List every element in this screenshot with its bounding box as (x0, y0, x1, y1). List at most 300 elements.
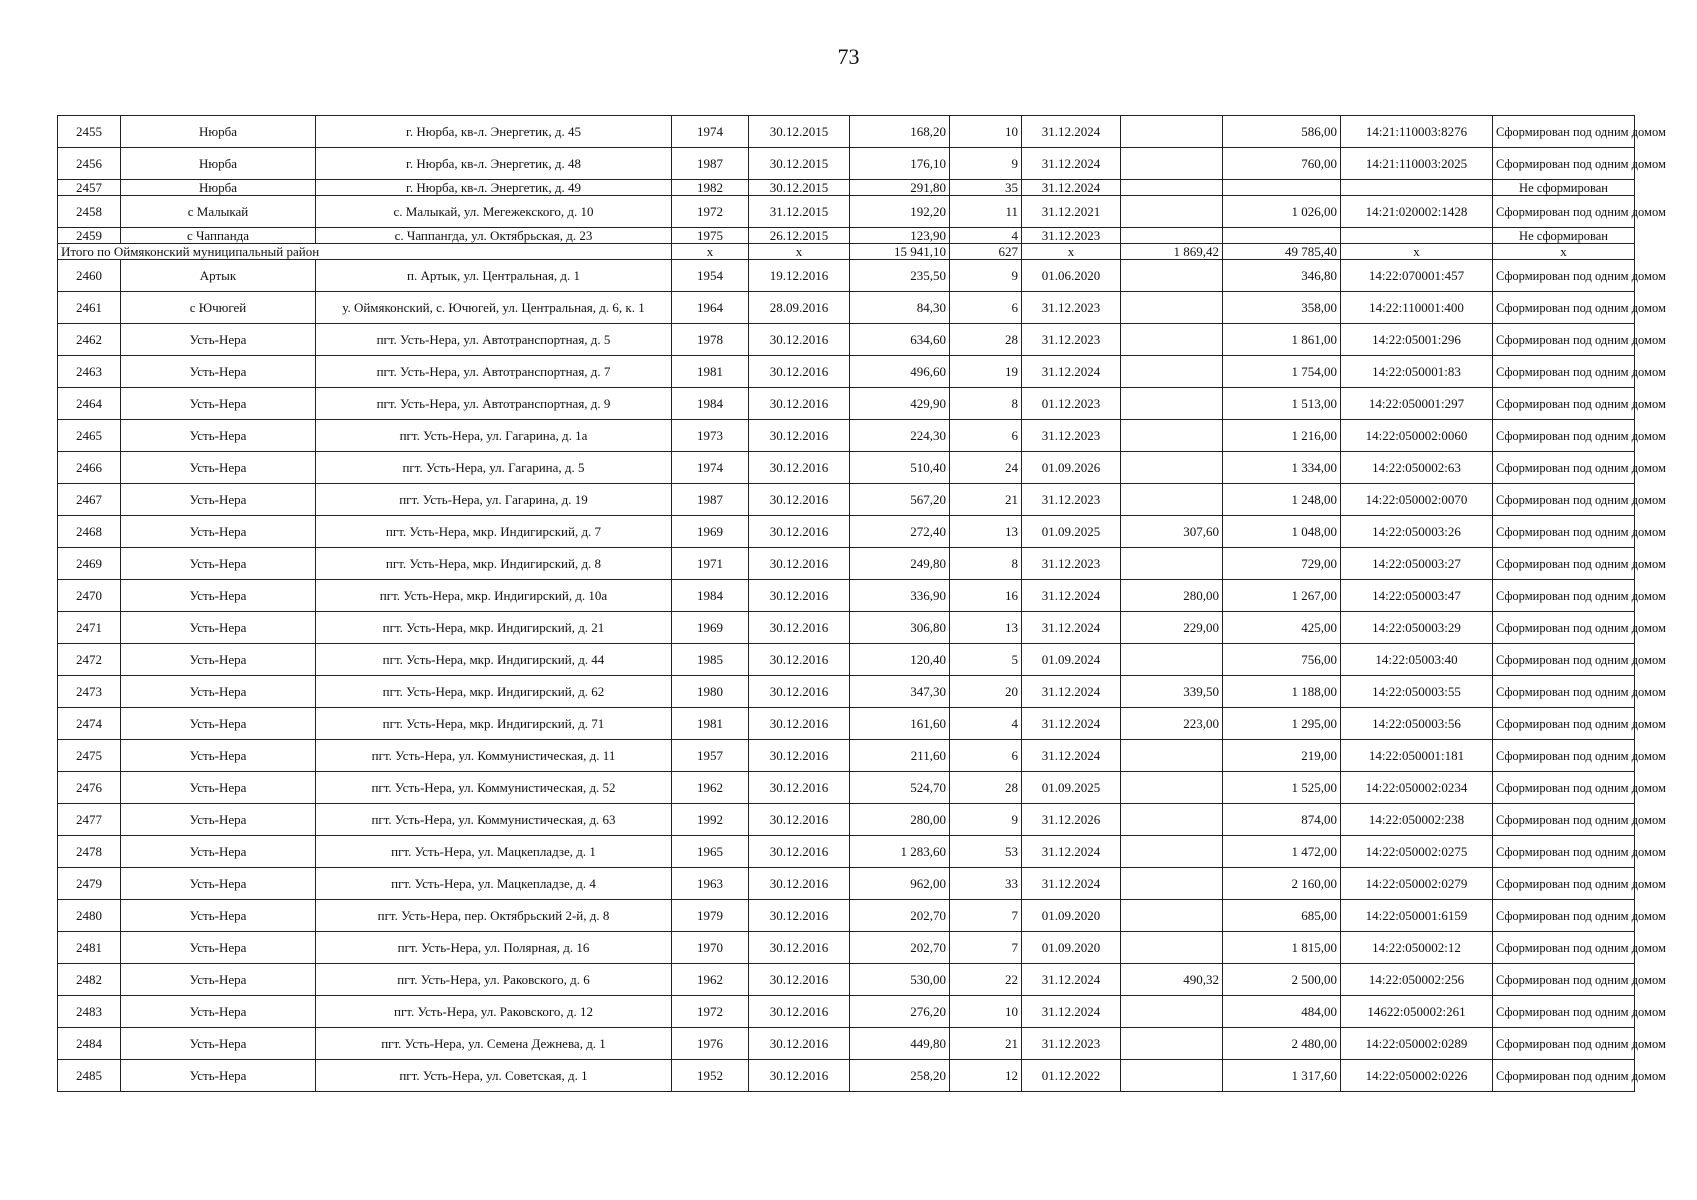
cell-locality: Усть-Нера (121, 740, 316, 772)
cell-address: пгт. Усть-Нера, ул. Семена Дежнева, д. 1 (316, 1028, 672, 1060)
cell-area-2 (1121, 148, 1223, 180)
cell-number: 2482 (58, 964, 121, 996)
cell-deadline: 31.12.2021 (1022, 196, 1121, 228)
cell-land-area: 1 472,00 (1223, 836, 1341, 868)
table-row (58, 772, 1635, 804)
cell-status: Сформирован под одним домом (1493, 900, 1635, 932)
cell-area-2 (1121, 260, 1223, 292)
cell-area: 496,60 (850, 356, 950, 388)
cell-area-2: 1 869,42 (1121, 244, 1223, 260)
cell-status: Сформирован под одним домом (1493, 452, 1635, 484)
cell-residents: 7 (950, 932, 1022, 964)
cell-status: Сформирован под одним домом (1493, 836, 1635, 868)
cell-area-2 (1121, 484, 1223, 516)
cell-land-area: 756,00 (1223, 644, 1341, 676)
cell-deadline: 31.12.2024 (1022, 676, 1121, 708)
cell-area-2: 223,00 (1121, 708, 1223, 740)
cell-locality: Усть-Нера (121, 708, 316, 740)
cell-residents: 28 (950, 772, 1022, 804)
cell-area: 168,20 (850, 116, 950, 148)
cell-locality: Усть-Нера (121, 420, 316, 452)
cell-area: 235,50 (850, 260, 950, 292)
cell-locality: Нюрба (121, 180, 316, 196)
cell-area: 1 283,60 (850, 836, 950, 868)
cell-locality: Усть-Нера (121, 996, 316, 1028)
cell-residents: 13 (950, 516, 1022, 548)
cell-area: 962,00 (850, 868, 950, 900)
cell-area-2 (1121, 996, 1223, 1028)
cell-status: Сформирован под одним домом (1493, 148, 1635, 180)
cell-date: 30.12.2016 (749, 644, 850, 676)
cell-address: пгт. Усть-Нера, мкр. Индигирский, д. 62 (316, 676, 672, 708)
table-row (58, 516, 1635, 548)
table-row (58, 420, 1635, 452)
cell-cadastral: 14:21:110003:2025 (1341, 148, 1493, 180)
cell-number: 2463 (58, 356, 121, 388)
cell-status: Сформирован под одним домом (1493, 388, 1635, 420)
cell-date: 30.12.2016 (749, 868, 850, 900)
cell-number: 2476 (58, 772, 121, 804)
cell-area-2 (1121, 836, 1223, 868)
cell-address: пгт. Усть-Нера, ул. Полярная, д. 16 (316, 932, 672, 964)
table-row (58, 740, 1635, 772)
table-row (58, 228, 1635, 244)
cell-area: 202,70 (850, 900, 950, 932)
register-table (57, 115, 1666, 1092)
cell-residents: 9 (950, 148, 1022, 180)
cell-locality: Усть-Нера (121, 676, 316, 708)
table-row (58, 932, 1635, 964)
cell-year: 1952 (672, 1060, 749, 1092)
cell-number: 2466 (58, 452, 121, 484)
cell-deadline: 01.09.2025 (1022, 772, 1121, 804)
cell-area-2 (1121, 228, 1223, 244)
cell-status: Сформирован под одним домом (1493, 1028, 1635, 1060)
cell-number: 2471 (58, 612, 121, 644)
cell-area-2 (1121, 1060, 1223, 1092)
cell-locality: Усть-Нера (121, 772, 316, 804)
cell-area-2: 490,32 (1121, 964, 1223, 996)
cell-locality: Усть-Нера (121, 1028, 316, 1060)
cell-land-area: 1 216,00 (1223, 420, 1341, 452)
cell-residents: 28 (950, 324, 1022, 356)
cell-date: 26.12.2015 (749, 228, 850, 244)
cell-area-2 (1121, 356, 1223, 388)
cell-number: 2458 (58, 196, 121, 228)
cell-cadastral: 14:22:050003:26 (1341, 516, 1493, 548)
cell-land-area (1223, 228, 1341, 244)
cell-area: 192,20 (850, 196, 950, 228)
cell-address: г. Нюрба, кв-л. Энергетик, д. 48 (316, 148, 672, 180)
cell-number: 2479 (58, 868, 121, 900)
cell-number: 2475 (58, 740, 121, 772)
cell-address: пгт. Усть-Нера, мкр. Индигирский, д. 10а (316, 580, 672, 612)
cell-status: Не сформирован (1493, 228, 1635, 244)
cell-area-2 (1121, 116, 1223, 148)
cell-year: 1974 (672, 116, 749, 148)
cell-year: 1972 (672, 196, 749, 228)
cell-land-area: 1 754,00 (1223, 356, 1341, 388)
cell-year: x (672, 244, 749, 260)
table-row (58, 148, 1635, 180)
cell-status: Сформирован под одним домом (1493, 740, 1635, 772)
cell-date: 30.12.2016 (749, 548, 850, 580)
cell-locality: Усть-Нера (121, 324, 316, 356)
cell-address: пгт. Усть-Нера, ул. Советская, д. 1 (316, 1060, 672, 1092)
cell-cadastral: 14:22:050002:63 (1341, 452, 1493, 484)
table-row (58, 260, 1635, 292)
cell-land-area: 586,00 (1223, 116, 1341, 148)
cell-year: 1971 (672, 548, 749, 580)
cell-address: п. Артык, ул. Центральная, д. 1 (316, 260, 672, 292)
cell-status: Сформирован под одним домом (1493, 260, 1635, 292)
cell-locality: Нюрба (121, 148, 316, 180)
table-row (58, 708, 1635, 740)
cell-year: 1985 (672, 644, 749, 676)
cell-address: пгт. Усть-Нера, ул. Коммунистическая, д. 63 (316, 804, 672, 836)
cell-cadastral: 14:22:05003:40 (1341, 644, 1493, 676)
cell-deadline: x (1022, 244, 1121, 260)
cell-deadline: 31.12.2024 (1022, 836, 1121, 868)
cell-land-area: 1 525,00 (1223, 772, 1341, 804)
cell-address: пгт. Усть-Нера, ул. Гагарина, д. 1а (316, 420, 672, 452)
cell-area-2 (1121, 548, 1223, 580)
cell-deadline: 31.12.2023 (1022, 420, 1121, 452)
cell-number: 2467 (58, 484, 121, 516)
table-row (58, 964, 1635, 996)
cell-locality: Усть-Нера (121, 612, 316, 644)
cell-deadline: 31.12.2024 (1022, 612, 1121, 644)
cell-area: 280,00 (850, 804, 950, 836)
cell-land-area: 346,80 (1223, 260, 1341, 292)
cell-number: 2459 (58, 228, 121, 244)
cell-number: 2473 (58, 676, 121, 708)
cell-deadline: 01.12.2022 (1022, 1060, 1121, 1092)
cell-cadastral: 14:22:050002:0279 (1341, 868, 1493, 900)
cell-status: Сформирован под одним домом (1493, 580, 1635, 612)
cell-locality: Усть-Нера (121, 388, 316, 420)
cell-year: 1984 (672, 580, 749, 612)
cell-year: 1987 (672, 148, 749, 180)
cell-area: 84,30 (850, 292, 950, 324)
table-row (58, 196, 1635, 228)
cell-number: 2484 (58, 1028, 121, 1060)
cell-year: 1963 (672, 868, 749, 900)
cell-residents: 8 (950, 388, 1022, 420)
cell-area-2 (1121, 932, 1223, 964)
cell-status: Не сформирован (1493, 180, 1635, 196)
cell-locality: Артык (121, 260, 316, 292)
cell-date: 19.12.2016 (749, 260, 850, 292)
cell-cadastral: 14:22:050002:0275 (1341, 836, 1493, 868)
cell-area-2: 280,00 (1121, 580, 1223, 612)
cell-status: Сформирован под одним домом (1493, 932, 1635, 964)
cell-cadastral: x (1341, 244, 1493, 260)
cell-date: 30.12.2016 (749, 772, 850, 804)
cell-date: 30.12.2015 (749, 116, 850, 148)
cell-residents: 33 (950, 868, 1022, 900)
cell-year: 1984 (672, 388, 749, 420)
cell-locality: Усть-Нера (121, 644, 316, 676)
table-row (58, 548, 1635, 580)
cell-land-area: 1 267,00 (1223, 580, 1341, 612)
cell-date: 30.12.2016 (749, 516, 850, 548)
cell-year: 1969 (672, 516, 749, 548)
cell-locality: Усть-Нера (121, 964, 316, 996)
cell-cadastral: 14:22:050002:0226 (1341, 1060, 1493, 1092)
cell-status: Сформирован под одним домом (1493, 196, 1635, 228)
total-row (58, 244, 1635, 260)
cell-cadastral (1341, 228, 1493, 244)
cell-area: 634,60 (850, 324, 950, 356)
cell-cadastral: 14:22:050003:47 (1341, 580, 1493, 612)
cell-residents: 20 (950, 676, 1022, 708)
cell-area: 291,80 (850, 180, 950, 196)
cell-area-2 (1121, 644, 1223, 676)
cell-deadline: 31.12.2024 (1022, 708, 1121, 740)
cell-land-area: 219,00 (1223, 740, 1341, 772)
cell-residents: 19 (950, 356, 1022, 388)
cell-address: у. Оймяконский, с. Ючюгей, ул. Центральная, д. 6, к. 1 (316, 292, 672, 324)
cell-area: 276,20 (850, 996, 950, 1028)
cell-status: Сформирован под одним домом (1493, 772, 1635, 804)
cell-residents: 6 (950, 420, 1022, 452)
cell-cadastral: 14:22:050003:55 (1341, 676, 1493, 708)
cell-cadastral (1341, 180, 1493, 196)
cell-date: 30.12.2016 (749, 388, 850, 420)
cell-address: пгт. Усть-Нера, ул. Гагарина, д. 5 (316, 452, 672, 484)
cell-locality: Усть-Нера (121, 356, 316, 388)
cell-deadline: 31.12.2023 (1022, 292, 1121, 324)
cell-address: с. Чаппангда, ул. Октябрьская, д. 23 (316, 228, 672, 244)
cell-cadastral: 14:22:050002:238 (1341, 804, 1493, 836)
cell-address: пгт. Усть-Нера, ул. Раковского, д. 12 (316, 996, 672, 1028)
cell-deadline: 01.06.2020 (1022, 260, 1121, 292)
cell-area-2 (1121, 740, 1223, 772)
cell-area: 429,90 (850, 388, 950, 420)
cell-area-2 (1121, 388, 1223, 420)
cell-date: 28.09.2016 (749, 292, 850, 324)
cell-date: 30.12.2016 (749, 900, 850, 932)
cell-cadastral: 14:22:050003:29 (1341, 612, 1493, 644)
cell-land-area: 874,00 (1223, 804, 1341, 836)
cell-date: 30.12.2016 (749, 1060, 850, 1092)
table-row (58, 612, 1635, 644)
cell-year: 1970 (672, 932, 749, 964)
cell-cadastral: 14:22:050002:0070 (1341, 484, 1493, 516)
cell-year: 1962 (672, 772, 749, 804)
cell-year: 1981 (672, 708, 749, 740)
cell-year: 1975 (672, 228, 749, 244)
table-row (58, 452, 1635, 484)
cell-number: 2469 (58, 548, 121, 580)
cell-deadline: 31.12.2023 (1022, 548, 1121, 580)
cell-residents: 13 (950, 612, 1022, 644)
cell-deadline: 31.12.2026 (1022, 804, 1121, 836)
cell-deadline: 31.12.2024 (1022, 180, 1121, 196)
cell-status: x (1493, 244, 1635, 260)
table-row (58, 1028, 1635, 1060)
cell-year: 1973 (672, 420, 749, 452)
cell-date: 30.12.2016 (749, 676, 850, 708)
cell-deadline: 31.12.2024 (1022, 356, 1121, 388)
cell-year: 1965 (672, 836, 749, 868)
cell-date: 30.12.2016 (749, 996, 850, 1028)
cell-date: 31.12.2015 (749, 196, 850, 228)
cell-land-area: 2 480,00 (1223, 1028, 1341, 1060)
cell-locality: Усть-Нера (121, 1060, 316, 1092)
cell-status: Сформирован под одним домом (1493, 516, 1635, 548)
cell-address: пгт. Усть-Нера, ул. Мацкепладзе, д. 1 (316, 836, 672, 868)
cell-residents: 16 (950, 580, 1022, 612)
cell-deadline: 01.09.2020 (1022, 900, 1121, 932)
cell-residents: 10 (950, 116, 1022, 148)
cell-land-area: 1 248,00 (1223, 484, 1341, 516)
cell-land-area: 1 026,00 (1223, 196, 1341, 228)
cell-cadastral: 14:21:020002:1428 (1341, 196, 1493, 228)
cell-address: пгт. Усть-Нера, ул. Раковского, д. 6 (316, 964, 672, 996)
cell-area-2 (1121, 868, 1223, 900)
cell-status: Сформирован под одним домом (1493, 548, 1635, 580)
cell-address: пгт. Усть-Нера, мкр. Индигирский, д. 44 (316, 644, 672, 676)
cell-residents: 6 (950, 292, 1022, 324)
table-row (58, 1060, 1635, 1092)
cell-year: 1978 (672, 324, 749, 356)
cell-area: 161,60 (850, 708, 950, 740)
cell-deadline: 01.12.2023 (1022, 388, 1121, 420)
cell-cadastral: 14:22:050003:27 (1341, 548, 1493, 580)
cell-residents: 4 (950, 228, 1022, 244)
cell-status: Сформирован под одним домом (1493, 1060, 1635, 1092)
table-row (58, 484, 1635, 516)
cell-deadline: 31.12.2024 (1022, 740, 1121, 772)
cell-residents: 9 (950, 804, 1022, 836)
table-row (58, 644, 1635, 676)
table-row (58, 356, 1635, 388)
cell-status: Сформирован под одним домом (1493, 612, 1635, 644)
cell-land-area: 1 513,00 (1223, 388, 1341, 420)
cell-status: Сформирован под одним домом (1493, 708, 1635, 740)
cell-address: г. Нюрба, кв-л. Энергетик, д. 45 (316, 116, 672, 148)
cell-area: 123,90 (850, 228, 950, 244)
cell-area: 258,20 (850, 1060, 950, 1092)
cell-date: 30.12.2016 (749, 356, 850, 388)
cell-date: 30.12.2015 (749, 148, 850, 180)
cell-deadline: 01.09.2026 (1022, 452, 1121, 484)
cell-land-area: 729,00 (1223, 548, 1341, 580)
cell-deadline: 31.12.2024 (1022, 580, 1121, 612)
table-row (58, 900, 1635, 932)
cell-date: 30.12.2016 (749, 612, 850, 644)
cell-date: 30.12.2016 (749, 964, 850, 996)
cell-year: 1982 (672, 180, 749, 196)
cell-number: 2478 (58, 836, 121, 868)
cell-deadline: 31.12.2024 (1022, 148, 1121, 180)
cell-residents: 21 (950, 484, 1022, 516)
cell-date: 30.12.2016 (749, 836, 850, 868)
cell-cadastral: 14:22:050001:181 (1341, 740, 1493, 772)
cell-cadastral: 14:22:05001:296 (1341, 324, 1493, 356)
cell-number: 2462 (58, 324, 121, 356)
cell-date: x (749, 244, 850, 260)
cell-year: 1976 (672, 1028, 749, 1060)
cell-area: 567,20 (850, 484, 950, 516)
cell-year: 1981 (672, 356, 749, 388)
cell-date: 30.12.2016 (749, 484, 850, 516)
cell-date: 30.12.2016 (749, 452, 850, 484)
cell-land-area: 1 048,00 (1223, 516, 1341, 548)
cell-residents: 5 (950, 644, 1022, 676)
cell-residents: 53 (950, 836, 1022, 868)
cell-area-2 (1121, 324, 1223, 356)
cell-land-area: 1 861,00 (1223, 324, 1341, 356)
cell-status: Сформирован под одним домом (1493, 868, 1635, 900)
cell-status: Сформирован под одним домом (1493, 324, 1635, 356)
cell-status: Сформирован под одним домом (1493, 996, 1635, 1028)
cell-area: 306,80 (850, 612, 950, 644)
cell-land-area: 760,00 (1223, 148, 1341, 180)
cell-cadastral: 14622:050002:261 (1341, 996, 1493, 1028)
cell-address: пгт. Усть-Нера, ул. Автотранспортная, д. 5 (316, 324, 672, 356)
table-row (58, 868, 1635, 900)
cell-locality: Усть-Нера (121, 452, 316, 484)
cell-residents: 6 (950, 740, 1022, 772)
cell-status: Сформирован под одним домом (1493, 116, 1635, 148)
cell-area-2: 339,50 (1121, 676, 1223, 708)
cell-date: 30.12.2016 (749, 932, 850, 964)
cell-date: 30.12.2016 (749, 324, 850, 356)
cell-deadline: 01.09.2025 (1022, 516, 1121, 548)
cell-land-area: 1 188,00 (1223, 676, 1341, 708)
cell-number: 2465 (58, 420, 121, 452)
cell-residents: 4 (950, 708, 1022, 740)
cell-address: пгт. Усть-Нера, ул. Коммунистическая, д. 52 (316, 772, 672, 804)
cell-address: пгт. Усть-Нера, мкр. Индигирский, д. 7 (316, 516, 672, 548)
cell-residents: 9 (950, 260, 1022, 292)
table-body (58, 116, 1666, 1092)
cell-address: пгт. Усть-Нера, ул. Коммунистическая, д. 11 (316, 740, 672, 772)
cell-number: 2480 (58, 900, 121, 932)
cell-cadastral: 14:22:050001:297 (1341, 388, 1493, 420)
cell-number: 2477 (58, 804, 121, 836)
cell-locality: Усть-Нера (121, 900, 316, 932)
cell-cadastral: 14:22:050002:12 (1341, 932, 1493, 964)
cell-cadastral: 14:22:050002:0289 (1341, 1028, 1493, 1060)
cell-year: 1957 (672, 740, 749, 772)
cell-locality: Усть-Нера (121, 484, 316, 516)
cell-area-2: 229,00 (1121, 612, 1223, 644)
cell-area-2 (1121, 1028, 1223, 1060)
cell-residents: 24 (950, 452, 1022, 484)
cell-year: 1992 (672, 804, 749, 836)
cell-residents: 21 (950, 1028, 1022, 1060)
cell-deadline: 31.12.2024 (1022, 116, 1121, 148)
cell-locality: Усть-Нера (121, 516, 316, 548)
cell-address: г. Нюрба, кв-л. Энергетик, д. 49 (316, 180, 672, 196)
cell-year: 1980 (672, 676, 749, 708)
table-row (58, 180, 1635, 196)
table-row (58, 388, 1635, 420)
cell-area: 449,80 (850, 1028, 950, 1060)
cell-locality: Усть-Нера (121, 932, 316, 964)
cell-locality: с Малыкай (121, 196, 316, 228)
cell-cadastral: 14:22:050002:256 (1341, 964, 1493, 996)
cell-deadline: 31.12.2023 (1022, 484, 1121, 516)
cell-land-area: 685,00 (1223, 900, 1341, 932)
cell-number: 2474 (58, 708, 121, 740)
table-row (58, 804, 1635, 836)
cell-area: 224,30 (850, 420, 950, 452)
